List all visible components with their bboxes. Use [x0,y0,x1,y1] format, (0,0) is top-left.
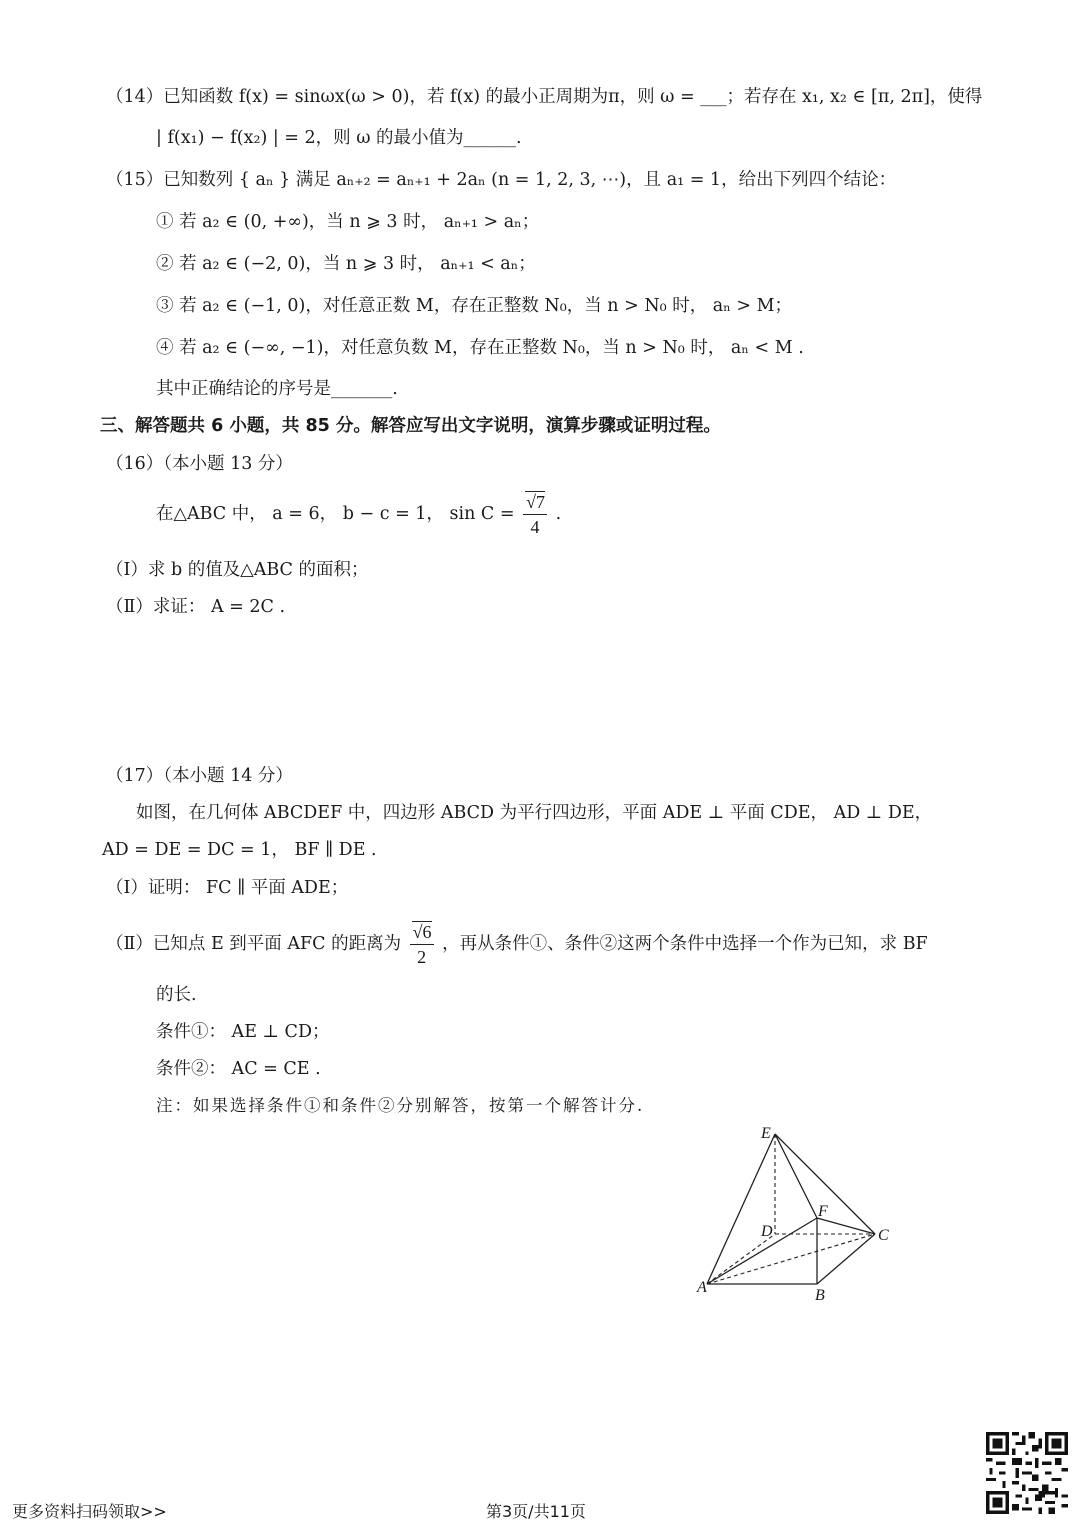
q15-conclusion-4: ④ 若 a₂ ∈ (−∞, −1)，对任意负数 M，存在正整数 N₀，当 n > N₀ 时， aₙ < M . [156,338,804,358]
q14-line2: | f(x₁) − f(x₂) | = 2，则 ω 的最小值为______. [156,128,522,148]
edge-AC-hidden [707,1234,875,1284]
qr-code-icon [986,1432,1068,1514]
edge-EF [775,1134,817,1218]
q17-part-2-continuation: 的长. [156,985,197,1005]
page-number: 第3页/共11页 [486,1502,586,1521]
q16-part-1: （Ⅰ）求 b 的值及△ABC 的面积； [106,560,369,580]
label-D: D [761,1223,773,1240]
q17-part-2-text: （Ⅱ）已知点 E 到平面 AFC 的距离为 [106,934,402,954]
q17-stem-1: 如图，在几何体 ABCDEF 中，四边形 ABCD 为平行四边形，平面 ADE ⊥ 平面 CDE， AD ⊥ DE， [136,803,933,823]
label-E: E [761,1125,771,1142]
label-F: F [818,1203,828,1220]
q17-fraction-numerator: √6 [412,922,432,942]
q17-header: （17）（本小题 14 分） [106,766,293,786]
q15-ask: 其中正确结论的序号是_______. [156,379,398,399]
section-3-heading: 三、解答题共 6 小题，共 85 分。解答应写出文字说明，演算步骤或证明过程。 [100,416,721,436]
label-C: C [878,1227,889,1244]
q16-fraction-denominator: 4 [530,517,540,537]
q17-stem-2: AD = DE = DC = 1， BF ∥ DE . [102,840,377,860]
q16-part-2: （Ⅱ）求证： A = 2C . [106,597,286,617]
q16-stem-text: 在△ABC 中， a = 6， b − c = 1， sin C = [156,504,515,524]
q16-fraction-numerator: √7 [526,492,545,512]
q15-conclusion-1: ① 若 a₂ ∈ (0, +∞)，当 n ⩾ 3 时， aₙ₊₁ > aₙ； [156,212,540,232]
q16-header: （16）（本小题 13 分） [106,454,293,474]
q17-part-2-text-end: ，再从条件①、条件②这两个条件中选择一个作为已知，求 BF [442,934,928,954]
edge-EA [707,1134,775,1284]
q17-part-2 [106,920,928,969]
q16-fraction [523,490,547,539]
q17-condition-1: 条件①： AE ⊥ CD； [156,1022,330,1042]
label-B: B [815,1287,825,1304]
q17-fraction-denominator: 2 [417,947,427,967]
label-A: A [697,1279,707,1296]
q16-stem-end: . [555,504,562,524]
q15-conclusion-3: ③ 若 a₂ ∈ (−1, 0)，对任意正数 M，存在正整数 N₀，当 n > N₀ 时， aₙ > M； [156,296,793,316]
edge-BC [817,1234,875,1284]
q17-note: 注：如果选择条件①和条件②分别解答，按第一个解答计分. [156,1096,645,1115]
q15-stem: （15）已知数列 { aₙ } 满足 aₙ₊₂ = aₙ₊₁ + 2aₙ (n = 1, 2, 3, ⋯)，且 a₁ = 1，给出下列四个结论： [106,170,897,190]
footer-promo-text: 更多资料扫码领取>> [12,1502,167,1521]
geometry-figure [695,1118,905,1308]
q17-fraction [410,920,434,969]
q16-stem [156,490,561,539]
q15-conclusion-2: ② 若 a₂ ∈ (−2, 0)，当 n ⩾ 3 时， aₙ₊₁ < aₙ； [156,254,536,274]
edge-AD-hidden [707,1234,775,1284]
q14-line1: （14）已知函数 f(x) = sinωx(ω > 0)，若 f(x) 的最小正周期为π，则 ω = ___；若存在 x₁, x₂ ∈ [π, 2π]，使得 [106,87,983,107]
q17-part-1: （Ⅰ）证明： FC ∥ 平面 ADE； [106,878,349,898]
q17-condition-2: 条件②： AC = CE . [156,1059,321,1079]
